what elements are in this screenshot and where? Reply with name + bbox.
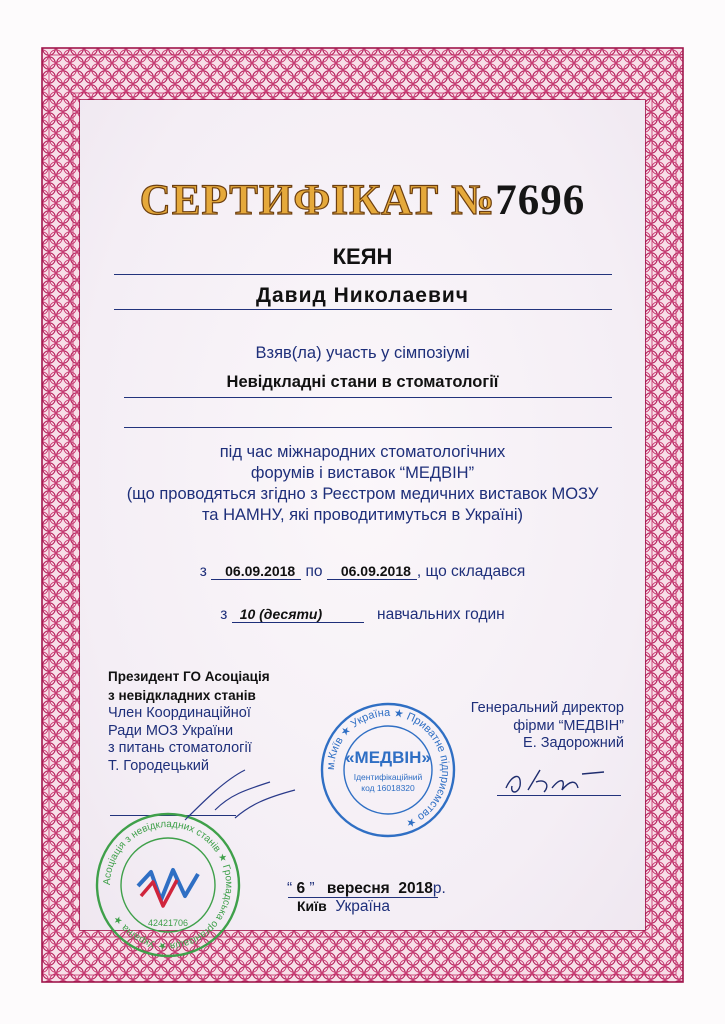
left-signatory-name: Т. Городецький (108, 757, 209, 774)
hours-value: 10 (десяти) (232, 606, 364, 623)
director-title: Генеральний директор (470, 700, 624, 716)
issue-country: Україна (335, 898, 390, 915)
company-name: фірми “МЕДВІН” (513, 717, 624, 734)
symposium-title: Невідкладні стани в стоматології (226, 373, 499, 391)
issue-place (297, 898, 390, 916)
svg-text:код 16018320: код 16018320 (361, 783, 415, 793)
from-label: з (199, 563, 207, 580)
forum-line-1: під час міжнародних стоматологічних (219, 443, 506, 461)
president-title: Президент ГО Асоціація (108, 669, 270, 684)
consisted-label: , що складався (416, 563, 526, 580)
certificate-title: СЕРТИФІКАТ №7696 (139, 177, 586, 224)
symposium-underline (124, 397, 612, 398)
right-signatory-name: Е. Задорожний (523, 735, 624, 751)
left-signature (175, 760, 305, 830)
svg-text:Асоціація з невідкладних стані: Асоціація з невідкладних станів ★ Громадська організація ★ Україна ★ (101, 818, 235, 952)
hours-line (0, 606, 725, 624)
medvin-stamp (318, 700, 458, 840)
hours-label: навчальних годин (377, 606, 505, 623)
left-signatory-block (108, 668, 270, 775)
participation-text: Взяв(ла) участь у сімпозіумі (255, 344, 470, 362)
svg-text:м.Київ ★ Україна ★ Приватне пі: м.Київ ★ Україна ★ Приватне підприємство ★ (324, 706, 452, 830)
forum-line-4: та НАМНУ, які проводитимуться в Україні) (201, 506, 524, 524)
council-member: Член Координаційної (108, 705, 251, 721)
date-range-line (0, 563, 725, 581)
date-to: 06.09.2018 (327, 563, 417, 580)
to-label: по (305, 563, 323, 580)
issue-year-suffix: 8 (424, 880, 433, 897)
given-names-underline (114, 309, 612, 310)
surname-underline (114, 274, 612, 275)
participant-surname: КЕЯН (332, 244, 393, 269)
issue-city: Київ (297, 898, 327, 914)
association-stamp (93, 810, 243, 960)
issue-day: 6 (296, 880, 306, 897)
svg-text:Ідентифікаційний: Ідентифікаційний (353, 772, 423, 782)
svg-text:42421706: 42421706 (147, 918, 189, 928)
participant-given-names: Давид Николаевич (256, 284, 469, 307)
right-signatory-block (471, 700, 624, 753)
blank-underline (124, 427, 612, 428)
council-name: Ради МОЗ України (108, 722, 234, 739)
certificate-number: 7696 (495, 177, 586, 224)
issue-month: вересня (326, 880, 390, 897)
svg-text:«МЕДВІН»: «МЕДВІН» (345, 748, 431, 767)
right-signature (500, 760, 610, 800)
association-name: з невідкладних станів (108, 687, 256, 703)
council-field: з питань стоматології (108, 740, 252, 756)
hours-from-label: з (220, 606, 228, 623)
date-from: 06.09.2018 (211, 563, 301, 580)
forum-line-3: (що проводяться згідно з Реєстром медичних виставок МОЗУ (126, 485, 599, 503)
issue-date: “ 6 ” вересня 2018р. (287, 880, 446, 897)
forum-line-2: форумів і виставок “МЕДВІН” (250, 464, 475, 482)
year-abbr: р. (432, 880, 446, 897)
issue-year-prefix: 201 (398, 880, 425, 897)
